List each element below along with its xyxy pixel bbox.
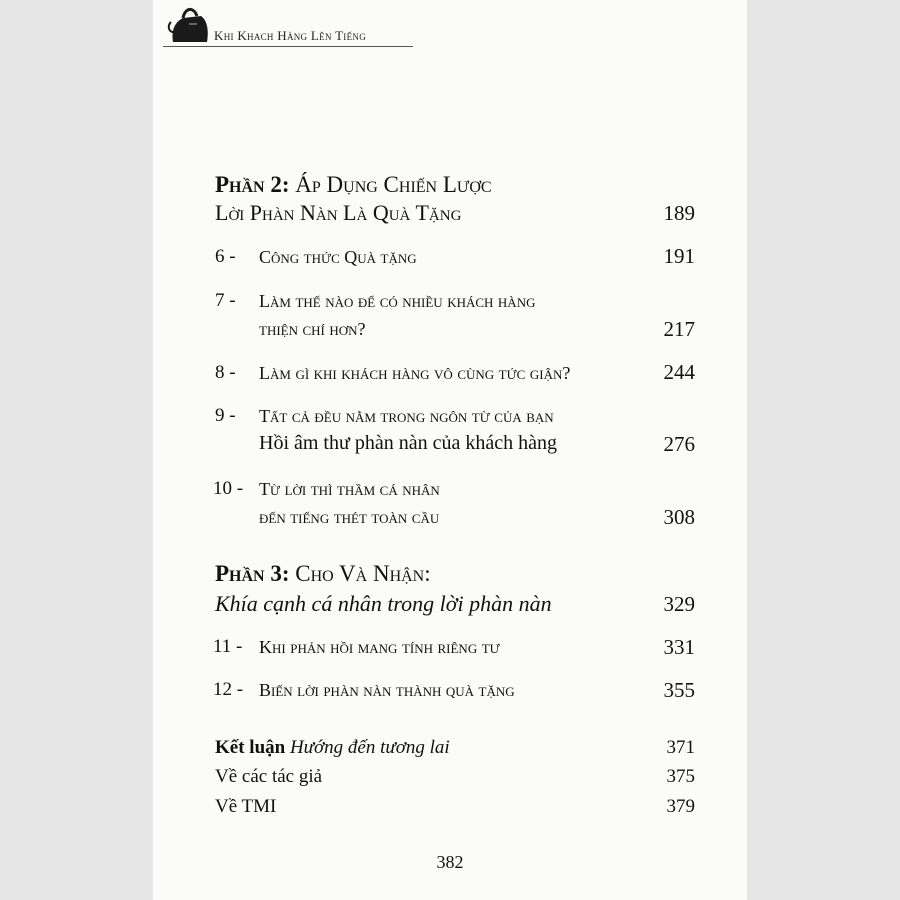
- chapter-title: Tất cả đều nằm trong ngôn từ của bạn: [259, 406, 554, 426]
- part3-label: Phần 3:: [215, 561, 290, 586]
- header-rule: [163, 46, 413, 47]
- conclusion-label: Kết luận: [215, 737, 286, 758]
- chapter-title: Công thức Quà tặng: [259, 247, 417, 267]
- chapter-page: 308: [663, 505, 695, 529]
- part2-title: Áp Dụng Chiến Lược: [295, 172, 492, 197]
- bag-logo-icon: [167, 2, 213, 46]
- book-page: [153, 0, 747, 900]
- chapter-title-cont: Hồi âm thư phàn nàn của khách hàng: [259, 432, 557, 454]
- chapter-number: 10 -: [213, 478, 244, 499]
- chapter-page: 244: [663, 360, 695, 384]
- chapter-title: Khi phản hồi mang tính riêng tư: [259, 637, 500, 657]
- conclusion-title: Hướng đến tương lai: [289, 737, 450, 758]
- chapter-number: 8 -: [215, 362, 236, 383]
- chapter-title-cont: thiện chí hơn?: [259, 319, 366, 339]
- chapter-page: 191: [663, 244, 695, 268]
- part3-heading: [215, 557, 635, 591]
- running-header: [153, 0, 747, 60]
- part3-title: Cho Và Nhận:: [295, 561, 431, 586]
- page-number: 382: [436, 852, 464, 872]
- chapter-title-cont: đến tiếng thét toàn cầu: [259, 507, 440, 527]
- chapter-title: Làm gì khi khách hàng vô cùng tức giận?: [259, 363, 571, 383]
- part3-subtitle: Khía cạnh cá nhân trong lời phàn nàn: [215, 591, 552, 616]
- part2-subtitle: Lời Phàn Nàn Là Quà Tặng: [215, 200, 462, 225]
- chapter-number: 9 -: [215, 405, 236, 426]
- part2-heading: [215, 168, 635, 202]
- chapter-number: 6 -: [215, 246, 236, 267]
- chapter-page: 276: [663, 432, 695, 456]
- conclusion-page: 371: [666, 737, 695, 758]
- chapter-number: 11 -: [213, 636, 243, 657]
- part2-page: 189: [663, 201, 695, 225]
- chapter-number: 7 -: [215, 290, 236, 311]
- part3-page: 329: [663, 592, 695, 616]
- chapter-page: 355: [663, 678, 695, 702]
- tmi-page: 379: [666, 796, 695, 817]
- chapter-number: 12 -: [213, 679, 244, 700]
- chapter-page: 331: [663, 635, 695, 659]
- part2-label: Phần 2:: [215, 172, 290, 197]
- chapter-title: Từ lời thì thầm cá nhân: [259, 479, 440, 499]
- conclusion-entry: [215, 737, 450, 759]
- chapter-page: 217: [663, 317, 695, 341]
- tmi-entry: Về TMI: [215, 796, 277, 817]
- authors-page: 375: [666, 766, 695, 787]
- header-title: Khi Khach Hàng Lên Tiếng: [214, 28, 366, 43]
- chapter-title: Làm thế nào để có nhiều khách hàng: [259, 291, 536, 311]
- chapter-title: Biến lời phàn nàn thành quà tặng: [259, 680, 515, 700]
- authors-entry: Về các tác giả: [215, 766, 323, 787]
